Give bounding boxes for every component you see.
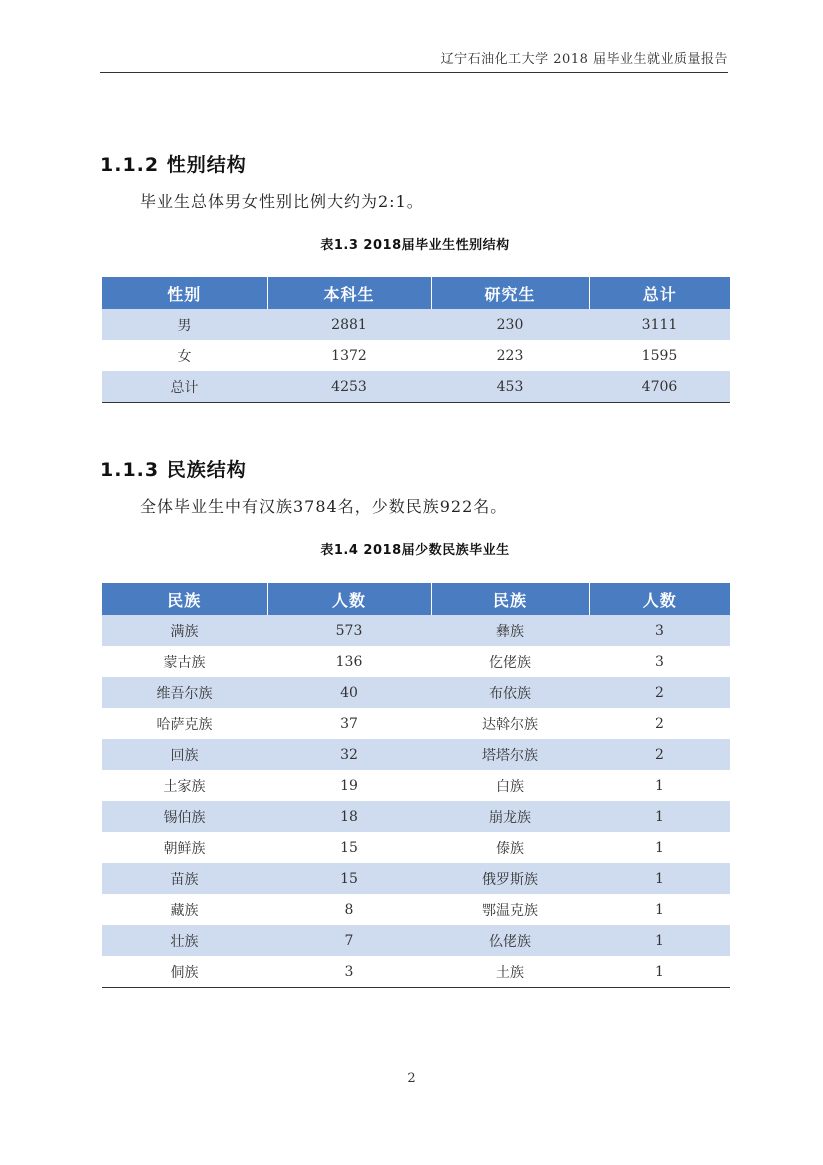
gender-header-cell: 性别 [102,277,267,309]
table-cell: 1 [655,901,664,918]
table-cell: 蒙古族 [163,654,206,671]
ethnic-table-row [102,832,730,863]
table-cell: 崩龙族 [431,801,589,832]
table-cell: 土家族 [163,778,206,795]
table-cell: 壮族 [102,925,267,956]
table-cell: 136 [335,653,363,670]
ethnic-table-row [102,956,730,988]
ethnic-table-header-row [102,583,730,615]
table-cell: 1372 [331,347,367,364]
table-cell: 1 [589,801,730,832]
page-number: 2 [407,1071,416,1086]
table-cell: 塔塔尔族 [431,739,589,770]
gender-table [102,277,730,403]
gender-table-row [102,309,730,340]
table-cell: 男 [102,309,267,340]
table-cell: 1 [589,863,730,894]
section-title-ethnic: 1.1.3 民族结构 [100,459,247,481]
ethnic-table-row [102,739,730,770]
table-cell: 维吾尔族 [102,677,267,708]
ethnic-table-row [102,677,730,708]
table-cell: 32 [267,739,431,770]
table-cell: 15 [267,863,431,894]
gender-table-caption: 表1.3 2018届毕业生性别结构 [320,238,510,253]
table-cell: 1 [589,956,730,988]
table-cell: 2 [589,677,730,708]
table-cell: 仡佬族 [489,654,531,671]
gender-table-header-row [102,277,730,309]
table-cell: 藏族 [170,902,199,919]
table-cell: 回族 [102,739,267,770]
ethnic-table-row [102,925,730,956]
table-cell: 1 [589,925,730,956]
ethnic-header-cell: 人数 [267,583,431,615]
gender-summary-text: 毕业生总体男女性别比例大约为2:1。 [140,192,424,211]
table-cell: 453 [431,371,589,403]
table-cell: 8 [344,901,354,918]
table-cell: 7 [267,925,431,956]
table-cell: 18 [267,801,431,832]
ethnic-table-row [102,770,730,801]
table-cell: 哈萨克族 [156,716,213,733]
table-cell: 3 [655,653,664,670]
ethnic-table-row [102,615,730,646]
gender-table-row [102,340,730,371]
table-cell: 2881 [267,309,431,340]
table-cell: 4253 [267,371,431,403]
table-cell: 布依族 [431,677,589,708]
table-cell: 总计 [102,371,267,403]
table-cell: 1 [655,839,664,856]
table-cell: 1595 [641,347,678,364]
table-cell: 3 [267,956,431,988]
gender-header-cell: 本科生 [267,277,431,309]
table-cell: 傣族 [496,840,524,857]
table-cell: 223 [496,347,524,364]
table-cell: 3 [589,615,730,646]
ethnic-header-cell: 民族 [102,583,267,615]
table-cell: 满族 [102,615,267,646]
gender-header-cell: 研究生 [431,277,589,309]
table-cell: 37 [340,715,358,732]
table-cell: 达斡尔族 [482,716,538,733]
table-cell: 女 [177,348,192,365]
table-cell: 40 [267,677,431,708]
table-cell: 仫佬族 [431,925,589,956]
table-cell: 2 [589,739,730,770]
table-cell: 2 [655,715,664,732]
table-cell: 19 [340,777,358,794]
ethnic-summary-text: 全体毕业生中有汉族3784名，少数民族922名。 [140,497,508,516]
gender-table-row [102,371,730,403]
table-cell: 15 [340,839,358,856]
table-cell: 彝族 [431,615,589,646]
table-cell: 侗族 [102,956,267,988]
table-cell: 朝鲜族 [163,840,206,857]
table-cell: 4706 [589,371,730,403]
ethnic-table [102,583,730,988]
ethnic-header-cell: 人数 [589,583,730,615]
gender-header-cell: 总计 [589,277,730,309]
ethnic-table-row [102,863,730,894]
ethnic-table-caption: 表1.4 2018届少数民族毕业生 [320,543,510,558]
table-cell: 土族 [431,956,589,988]
table-cell: 俄罗斯族 [431,863,589,894]
ethnic-table-row [102,894,730,925]
page-header: 辽宁石油化工大学 2018 届毕业生就业质量报告 [100,50,728,73]
table-cell: 苗族 [102,863,267,894]
table-cell: 3111 [589,309,730,340]
table-cell: 白族 [496,778,524,795]
table-cell: 573 [267,615,431,646]
ethnic-table-row [102,801,730,832]
ethnic-table-row [102,708,730,739]
ethnic-header-cell: 民族 [431,583,589,615]
section-title-gender: 1.1.2 性别结构 [100,154,247,176]
table-cell: 锡伯族 [102,801,267,832]
table-cell: 230 [431,309,589,340]
table-cell: 鄂温克族 [482,902,538,919]
table-cell: 1 [655,777,664,794]
ethnic-table-row [102,646,730,677]
